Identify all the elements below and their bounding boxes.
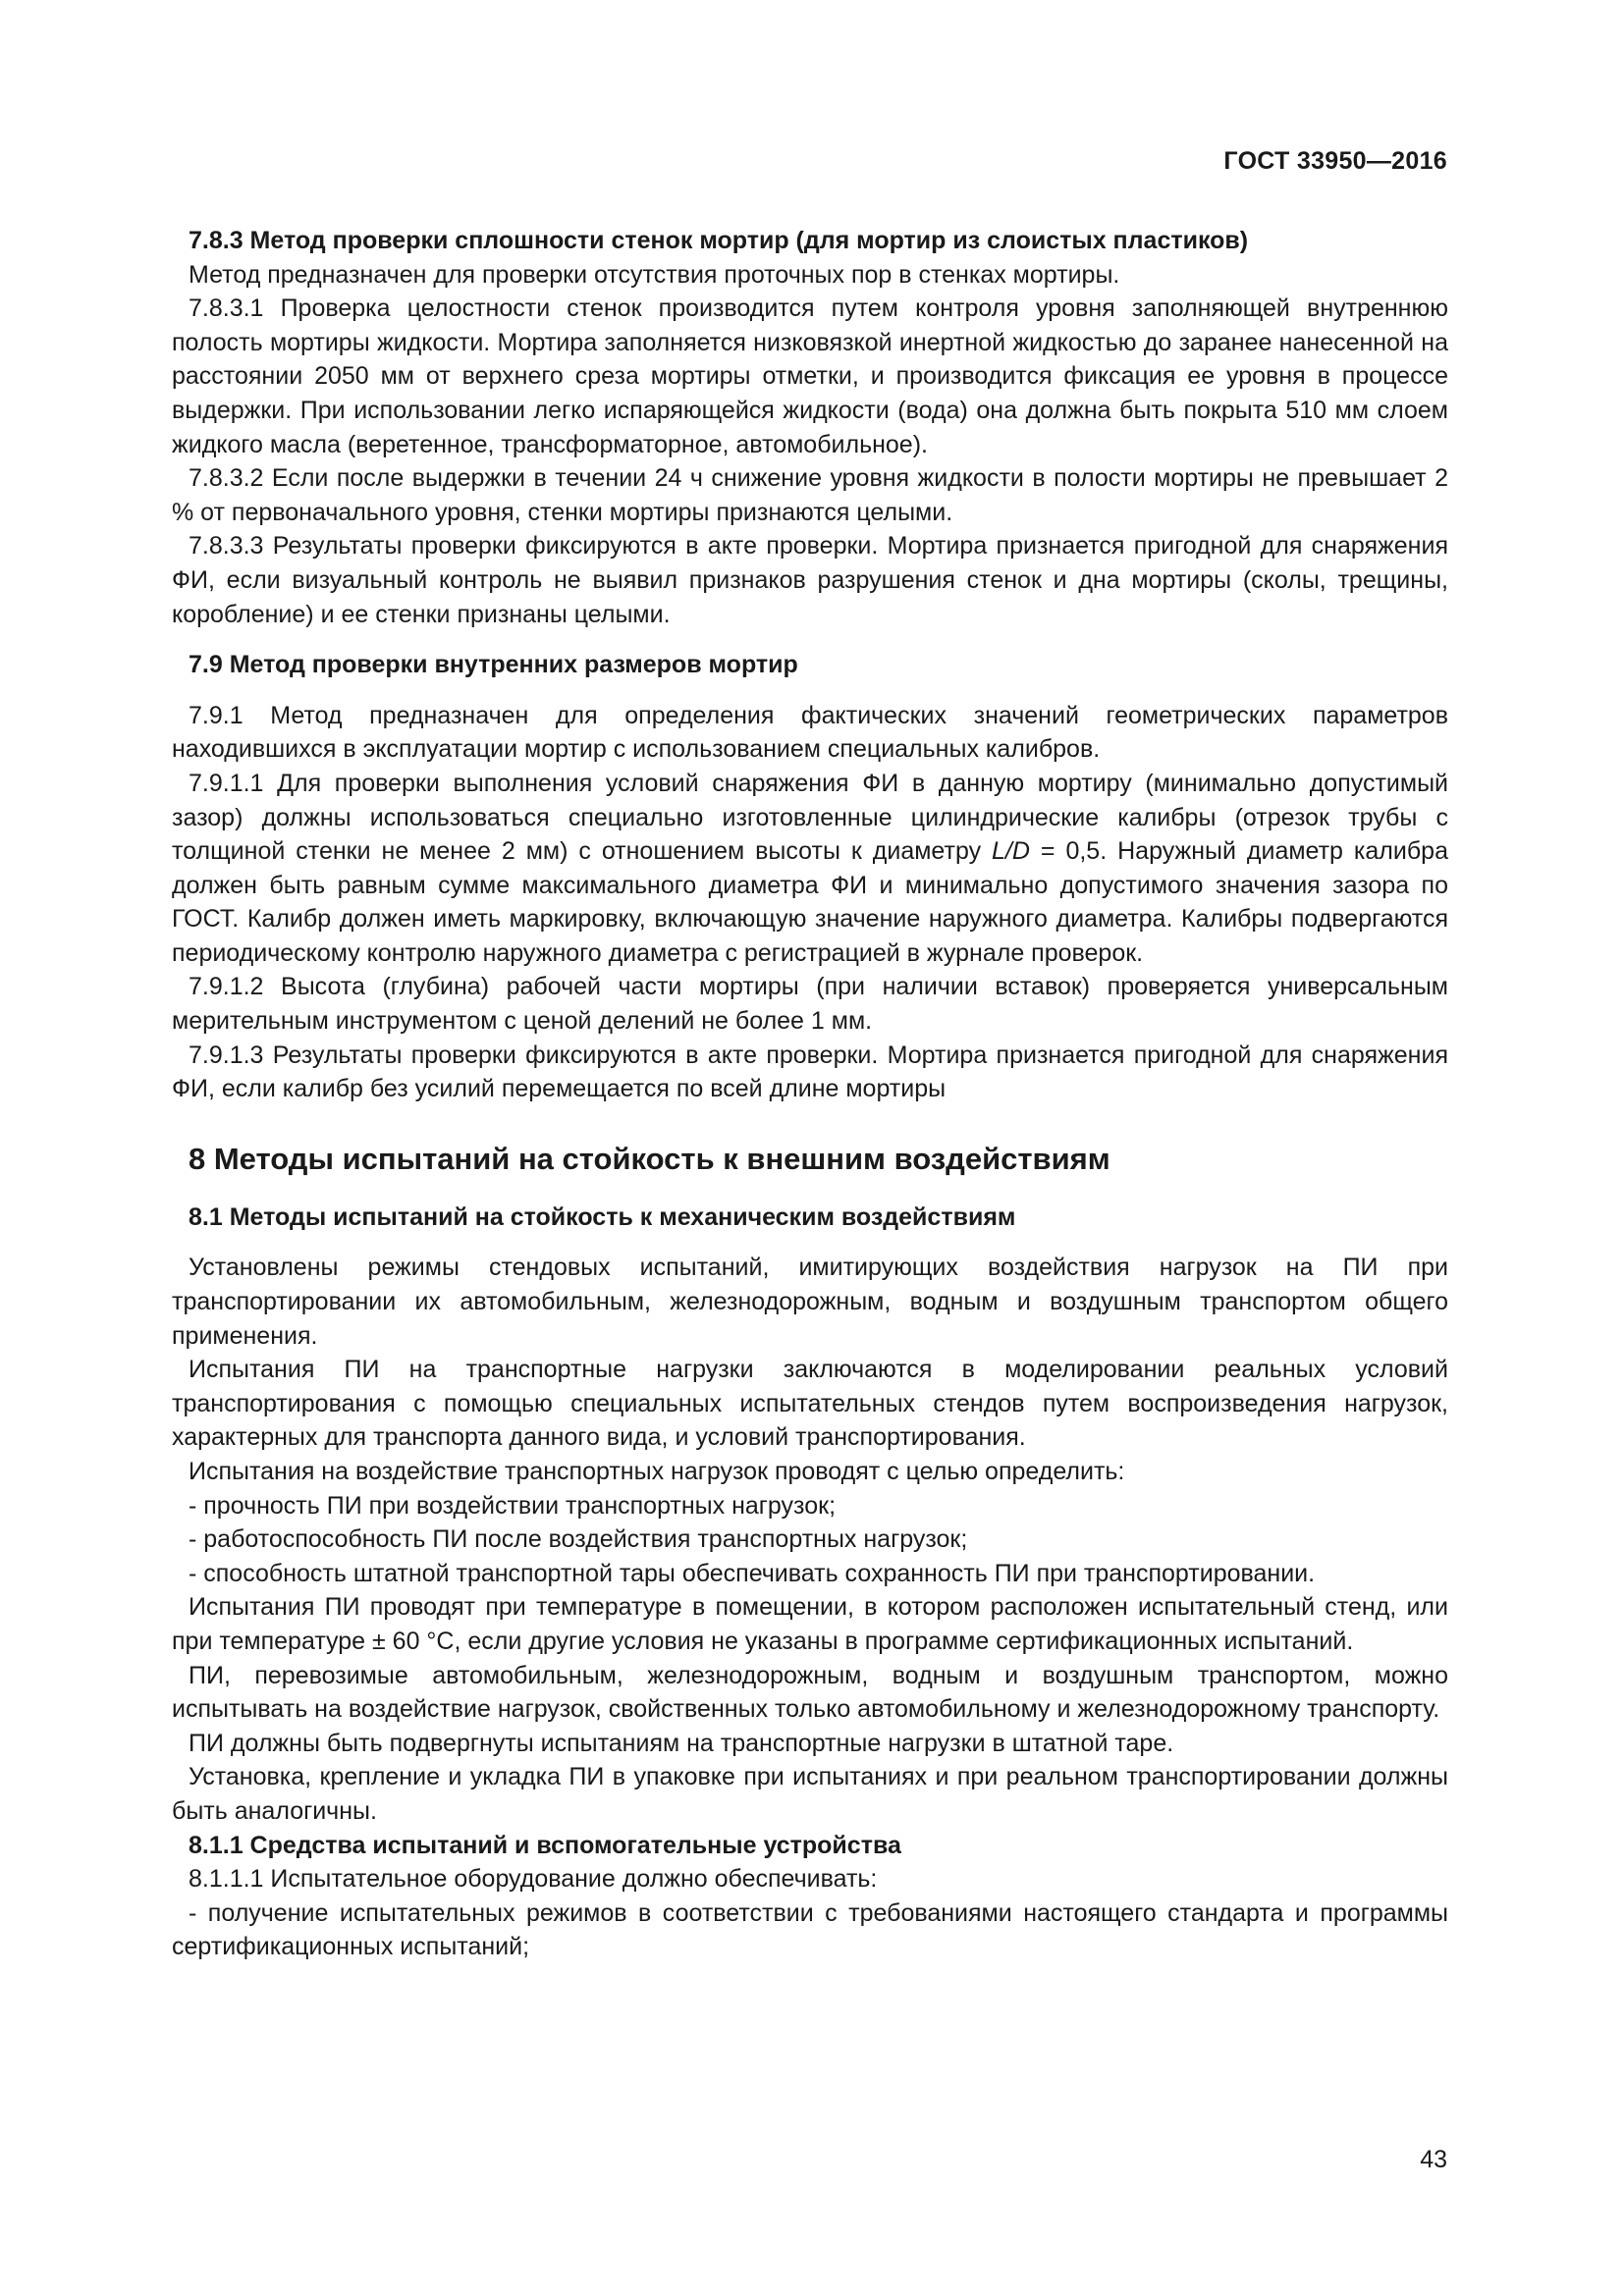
ratio-symbol: L/D <box>992 837 1030 866</box>
paragraph: Установлены режимы стендовых испытаний, имитирующих воздействия нагрузок на ПИ при транспортировании их автомобильным, железнодорожным, водным и воздушным транспортом общего применения. <box>172 1254 1448 1350</box>
paragraph: 7.8.3.1 Проверка целостности стенок производится путем контроля уровня заполняющей внутреннюю полость мортиры жидкости. Мортира заполняется низковязкой инертной жидкостью до заранее нанесенной на расстоянии 2050 мм от верхнего среза мортиры отметки, и производится фиксация ее уровня в процессе выдержки. При использовании легко испаряющейся жидкости (вода) она должна быть покрыта 510 мм слоем жидкого масла (веретенное, трансформаторное, автомобильное). <box>172 294 1448 458</box>
paragraph-text: = 0,5. Наружный диаметр калибра должен быть равным сумме максимального диаметра ФИ и минимально допустимого значения зазора по ГОСТ. Калибр должен иметь маркировку, включающую значение наружного диаметра. Калибры подвергаются периодическому контролю наружного диаметра с регистрацией в журнале проверок. <box>172 837 1448 967</box>
paragraph-text: 7.9.1.1 Для проверки выполнения условий снаряжения ФИ в данную мортиру (минимально допустимый зазор) должны использоваться специально изготовленные цилиндрические калибры (отрезок трубы с толщиной стенки не менее 2 мм) с отношением высоты к диаметру <box>172 769 1448 866</box>
section-8-title: 8 Методы испытаний на стойкость к внешним воздействиям <box>189 1141 1110 1176</box>
standard-header: ГОСТ 33950—2016 <box>1223 147 1447 175</box>
page-number: 43 <box>1420 2146 1447 2173</box>
paragraph <box>172 767 1448 971</box>
paragraph: 7.9.1.2 Высота (глубина) рабочей части мортиры (при наличии вставок) проверяется универсальным мерительным инструментом с ценой делений не более 1 мм. <box>172 973 1448 1036</box>
paragraph: 7.8.3.2 Если после выдержки в течении 24 ч снижение уровня жидкости в полости мортиры не превышает 2 % от первоначального уровня, стенки мортиры признаются целыми. <box>172 464 1448 526</box>
paragraph: 8.1.1.1 Испытательное оборудование должно обеспечивать: <box>189 1865 878 1894</box>
list-item: - получение испытательных режимов в соответствии с требованиями настоящего стандарта и программы сертификационных испытаний; <box>172 1898 1448 1961</box>
list-item: - способность штатной транспортной тары обеспечивать сохранность ПИ при транспортировании. <box>189 1559 1316 1587</box>
paragraph: Метод предназначен для проверки отсутствия проточных пор в стенках мортиры. <box>189 260 1120 289</box>
section-8-1-title: 8.1 Методы испытаний на стойкость к механическим воздействиям <box>189 1202 1016 1231</box>
paragraph: ПИ, перевозимые автомобильным, железнодорожным, водным и воздушным транспортом, можно испытывать на воздействие нагрузок, свойственных только автомобильному и железнодорожному транспорту. <box>172 1661 1448 1724</box>
section-8-1-1-title: 8.1.1 Средства испытаний и вспомогательные устройства <box>189 1831 901 1859</box>
section-7-8-3-title: 7.8.3 Метод проверки сплошности стенок мортир (для мортир из слоистых пластиков) <box>189 227 1249 254</box>
paragraph: Испытания ПИ на транспортные нагрузки заключаются в моделировании реальных условий транспортирования с помощью специальных испытательных стендов путем воспроизведения нагрузок, характерных для транспорта данного вида, и условий транспортирования. <box>172 1356 1448 1452</box>
paragraph: 7.8.3.3 Результаты проверки фиксируются в акте проверки. Мортира признается пригодной для снаряжения ФИ, если визуальный контроль не выявил признаков разрушения стенок и дна мортиры (сколы, трещины, коробление) и ее стенки признаны целыми. <box>172 532 1448 628</box>
list-item: - прочность ПИ при воздействии транспортных нагрузок; <box>189 1491 837 1520</box>
section-7-9-title: 7.9 Метод проверки внутренних размеров мортир <box>189 651 798 679</box>
paragraph: Испытания на воздействие транспортных нагрузок проводят с целью определить: <box>189 1458 1125 1485</box>
paragraph: 7.9.1 Метод предназначен для определения фактических значений геометрических параметров находившихся в эксплуатации мортир с использованием специальных калибров. <box>172 701 1448 764</box>
paragraph: 7.9.1.3 Результаты проверки фиксируются в акте проверки. Мортира признается пригодной для снаряжения ФИ, если калибр без усилий перемещается по всей длине мортиры <box>172 1041 1448 1103</box>
document-body <box>172 224 1448 1964</box>
paragraph: ПИ должны быть подвергнуты испытаниям на транспортные нагрузки в штатной таре. <box>189 1729 1174 1757</box>
list-item: - работоспособность ПИ после воздействия транспортных нагрузок; <box>189 1525 968 1554</box>
paragraph: Испытания ПИ проводят при температуре в помещении, в котором расположен испытательный стенд, или при температуре ± 60 °С, если другие условия не указаны в программе сертификационных испытаний. <box>172 1593 1448 1655</box>
paragraph: Установка, крепление и укладка ПИ в упаковке при испытаниях и при реальном транспортировании должны быть аналогичны. <box>172 1763 1448 1825</box>
